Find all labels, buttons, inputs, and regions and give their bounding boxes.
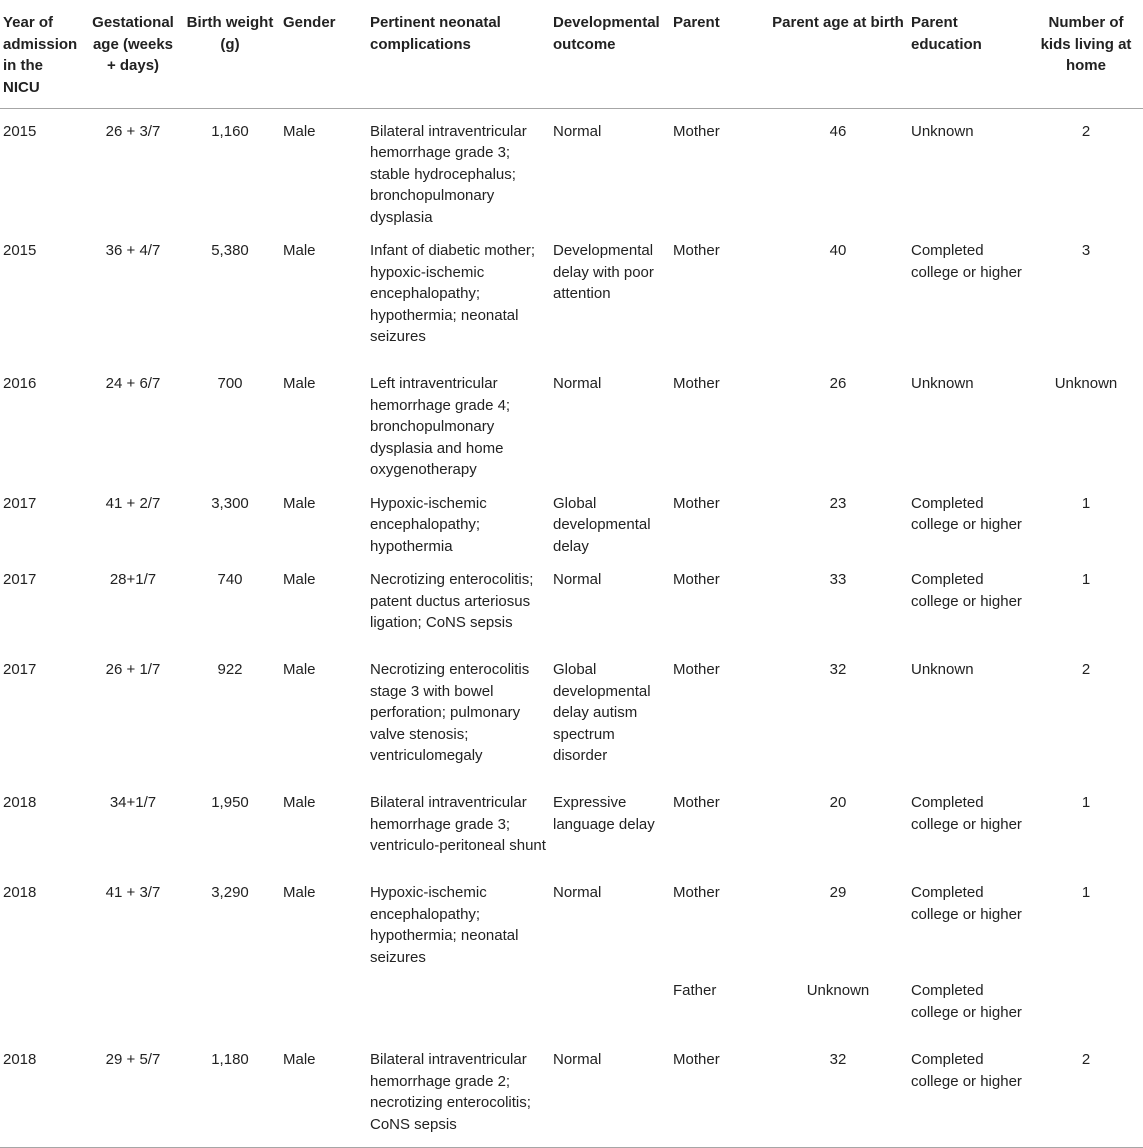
cell-year: 2018	[3, 1051, 37, 1068]
column-header-outcome: Developmental outcome	[553, 14, 660, 53]
cell-bw: 700	[217, 375, 243, 392]
cell-year: 2018	[3, 794, 37, 811]
cell-education: Completed college or higher	[911, 494, 1022, 533]
cell-year: 2017	[3, 661, 37, 678]
cell-complications: Hypoxic-ischemic encephalopathy; hypothermia	[370, 494, 487, 555]
cell-year	[0, 968, 86, 1037]
cell-outcome: Normal	[553, 884, 602, 901]
cell-bw: 740	[217, 571, 243, 588]
cell-year: 2018	[3, 884, 37, 901]
cell-year: 2015	[3, 122, 37, 140]
column-header-gender: Gender	[283, 14, 336, 31]
cell-complications: Bilateral intraventricular hemorrhage grade 3; stable hydrocephalus; bronchopulmonary dysplasia	[370, 122, 527, 226]
cell-parent: Mother	[673, 661, 720, 678]
cell-gender: Male	[283, 571, 316, 588]
cell-bw	[180, 968, 280, 1037]
column-header-complications: Pertinent neonatal complications	[370, 14, 501, 53]
cell-gender: Male	[283, 242, 316, 259]
table-row	[0, 780, 1143, 870]
cell-year: 2017	[3, 571, 37, 588]
column-header-education: Parent education	[911, 14, 982, 53]
cell-complications	[367, 968, 550, 1037]
cell-gender	[280, 968, 367, 1037]
column-header-ga: Gestational age (weeks + days)	[92, 14, 174, 74]
cell-complications: Necrotizing enterocolitis; patent ductus arteriosus ligation; CoNS sepsis	[370, 571, 534, 631]
cell-complications: Hypoxic-ischemic encephalopathy; hypothermia; neonatal seizures	[370, 884, 519, 966]
cell-ga: 24 + 6/7	[105, 375, 161, 392]
cell-outcome: Normal	[553, 1051, 602, 1068]
cell-gender: Male	[283, 884, 316, 901]
cell-bw: 5,380	[211, 242, 249, 259]
column-header-bw: Birth weight (g)	[186, 14, 274, 53]
cell-bw: 3,300	[211, 494, 249, 512]
cell-outcome: Normal	[553, 571, 602, 588]
cell-parent_age: 26	[829, 375, 847, 392]
cell-kids: 1	[1081, 494, 1091, 512]
cell-kids: 1	[1081, 794, 1091, 811]
cell-kids: 2	[1081, 661, 1091, 678]
cell-parent: Mother	[673, 242, 720, 259]
table-row	[0, 557, 1143, 647]
cell-gender: Male	[283, 375, 316, 392]
cell-outcome: Expressive language delay	[553, 794, 655, 833]
cell-ga: 28+1/7	[109, 571, 157, 588]
cell-parent_age: 23	[829, 494, 847, 512]
header-row	[0, 0, 1143, 108]
cell-gender: Male	[283, 661, 316, 678]
cell-parent: Mother	[673, 884, 720, 901]
cell-gender: Male	[283, 794, 316, 811]
cell-parent_age: 33	[829, 571, 847, 588]
cell-kids: 3	[1081, 242, 1091, 259]
cell-parent_age: 20	[829, 794, 847, 811]
cell-education: Completed college or higher	[911, 1051, 1022, 1090]
cell-education: Completed college or higher	[911, 982, 1022, 1021]
cell-education: Completed college or higher	[911, 242, 1022, 281]
cell-kids: Unknown	[1054, 375, 1118, 392]
cell-kids	[1029, 968, 1143, 1037]
cell-outcome	[550, 968, 670, 1037]
cell-kids: 1	[1081, 884, 1091, 901]
table-row	[0, 481, 1143, 558]
cell-gender: Male	[283, 122, 316, 140]
cell-bw: 3,290	[211, 884, 249, 901]
cell-parent: Mother	[673, 494, 720, 512]
table-body	[0, 108, 1143, 1147]
cell-ga: 34+1/7	[109, 794, 157, 811]
column-header-parent: Parent	[673, 14, 720, 31]
cell-education: Completed college or higher	[911, 884, 1022, 923]
cell-kids: 1	[1081, 571, 1091, 588]
table-row	[0, 1037, 1143, 1147]
cell-bw: 922	[217, 661, 243, 678]
cell-year: 2015	[3, 242, 37, 259]
cell-kids: 2	[1081, 1051, 1091, 1068]
cell-outcome: Normal	[553, 122, 602, 140]
cell-ga: 36 + 4/7	[105, 242, 161, 259]
table-row	[0, 647, 1143, 780]
cell-bw: 1,180	[211, 1051, 249, 1068]
table-header	[0, 0, 1143, 108]
cell-education: Completed college or higher	[911, 571, 1022, 610]
cell-parent_age: 46	[829, 122, 847, 140]
cell-outcome: Global developmental delay	[553, 494, 651, 555]
cell-parent: Mother	[673, 1051, 720, 1068]
cell-parent_age: 32	[829, 661, 847, 678]
table-row	[0, 228, 1143, 361]
cell-gender: Male	[283, 1051, 316, 1068]
cell-parent: Father	[673, 982, 717, 999]
cell-parent: Mother	[673, 122, 720, 140]
cell-ga: 41 + 3/7	[105, 884, 161, 901]
table-row	[0, 870, 1143, 968]
column-header-parent_age: Parent age at birth	[772, 14, 904, 31]
cell-year: 2016	[3, 375, 37, 392]
cell-outcome: Developmental delay with poor attention	[553, 242, 654, 302]
table-row	[0, 361, 1143, 481]
cell-year: 2017	[3, 494, 37, 512]
cell-complications: Left intraventricular hemorrhage grade 4; bronchopulmonary dysplasia and home oxygenotherapy	[370, 375, 511, 478]
cell-ga: 41 + 2/7	[105, 494, 161, 512]
cell-complications: Necrotizing enterocolitis stage 3 with bowel perforation; pulmonary valve stenosis; ventriculomegaly	[370, 661, 530, 764]
cell-ga: 29 + 5/7	[105, 1051, 161, 1068]
cell-outcome: Normal	[553, 375, 602, 392]
cell-education: Unknown	[911, 375, 974, 392]
cell-gender: Male	[283, 494, 316, 512]
cell-ga	[86, 968, 180, 1037]
cell-parent_age: 32	[829, 1051, 847, 1068]
cell-parent_age: 29	[829, 884, 847, 901]
cell-bw: 1,950	[211, 794, 249, 811]
cell-complications: Infant of diabetic mother; hypoxic-ischemic encephalopathy; hypothermia; neonatal seizures	[370, 242, 536, 345]
cell-parent: Mother	[673, 571, 720, 588]
cell-education: Unknown	[911, 122, 974, 140]
column-header-year: Year of admission in the NICU	[3, 14, 78, 96]
cell-complications: Bilateral intraventricular hemorrhage grade 3; ventriculo-peritoneal shunt	[370, 794, 546, 854]
column-header-kids: Number of kids living at home	[1040, 14, 1132, 74]
cell-outcome: Global developmental delay autism spectrum disorder	[553, 661, 651, 764]
cell-parent_age: Unknown	[806, 982, 870, 999]
cell-ga: 26 + 3/7	[105, 122, 161, 140]
table-row	[0, 968, 1143, 1037]
cell-complications: Bilateral intraventricular hemorrhage grade 2; necrotizing enterocolitis; CoNS sepsis	[370, 1051, 531, 1133]
cell-parent: Mother	[673, 375, 720, 392]
cell-education: Unknown	[911, 661, 974, 678]
cell-ga: 26 + 1/7	[105, 661, 161, 678]
cell-parent_age: 40	[829, 242, 847, 259]
cell-parent: Mother	[673, 794, 720, 811]
table-row	[0, 108, 1143, 228]
cell-bw: 1,160	[211, 122, 249, 140]
cell-kids: 2	[1081, 122, 1091, 140]
cell-education: Completed college or higher	[911, 794, 1022, 833]
